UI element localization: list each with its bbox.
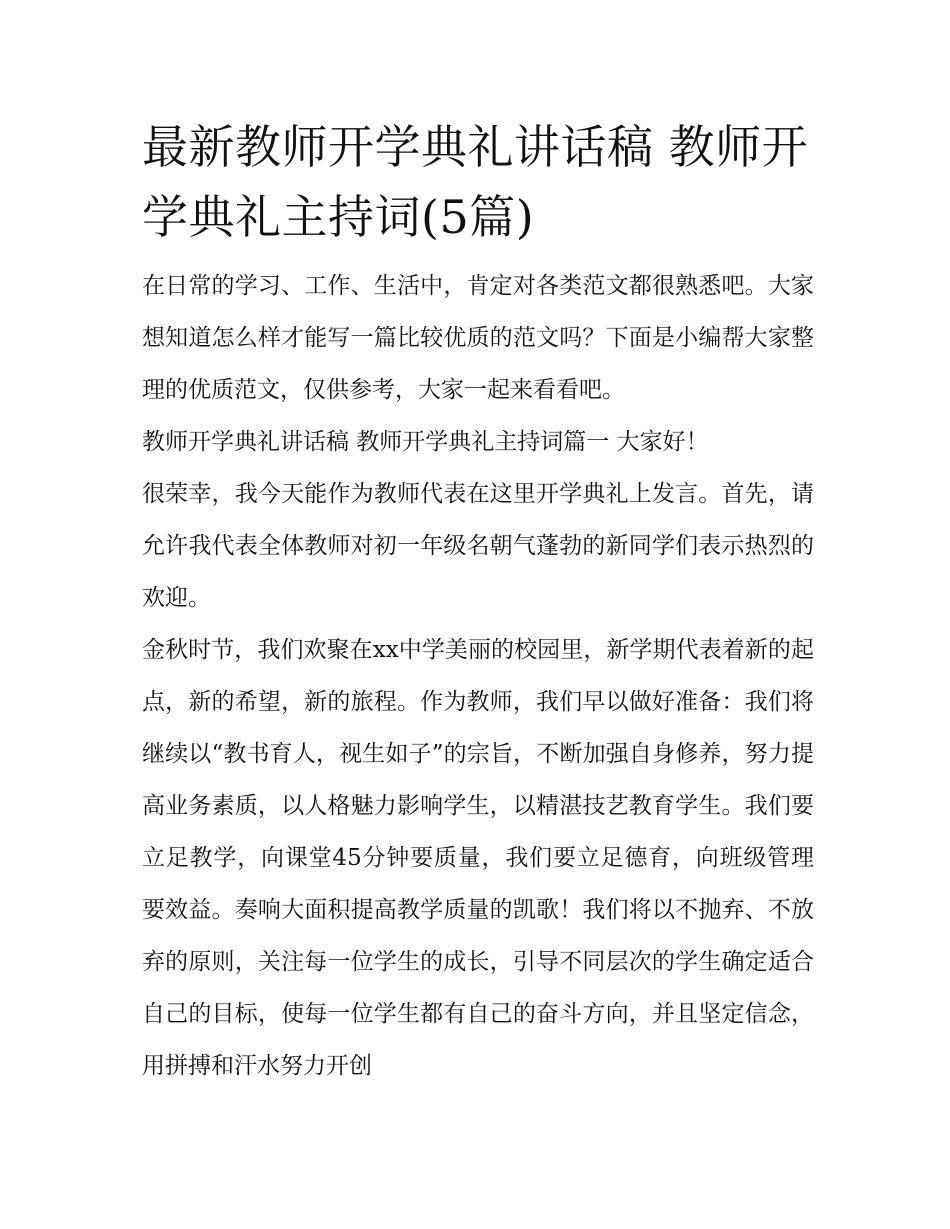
document-body (142, 260, 814, 1092)
intro-paragraph: 在日常的学习、工作、生活中，肯定对各类范文都很熟悉吧。大家想知道怎么样才能写一篇比较优质的范文吗？下面是小编帮大家整理的优质范文，仅供参考，大家一起来看看吧。 (142, 273, 814, 403)
welcome-paragraph: 很荣幸，我今天能作为教师代表在这里开学典礼上发言。首先，请允许我代表全体教师对初一年级名朝气蓬勃的新同学们表示热烈的欢迎。 (142, 481, 814, 611)
document-content (142, 112, 814, 1092)
section-heading-paragraph: 教师开学典礼讲话稿 教师开学典礼主持词篇一 大家好！ (142, 429, 709, 455)
document-title: 最新教师开学典礼讲话稿 教师开学典礼主持词(5篇) (142, 120, 809, 244)
main-paragraph: 金秋时节，我们欢聚在xx中学美丽的校园里，新学期代表着新的起点，新的希望，新的旅程。作为教师，我们早以做好准备：我们将继续以“教书育人，视生如子”的宗旨，不断加强自身修养，努力提高业务素质，以人格魅力影响学生，以精湛技艺教育学生。我们要立足教学，向课堂45分钟要质量，我们要立足德育，向班级管理要效益。奏响大面积提高教学质量的凯歌！我们将以不抛弃、不放弃的原则，关注每一位学生的成长，引导不同层次的学生确定适合自己的目标，使每一位学生都有自己的奋斗方向，并且坚定信念，用拼搏和汗水努力开创 (142, 637, 814, 1079)
